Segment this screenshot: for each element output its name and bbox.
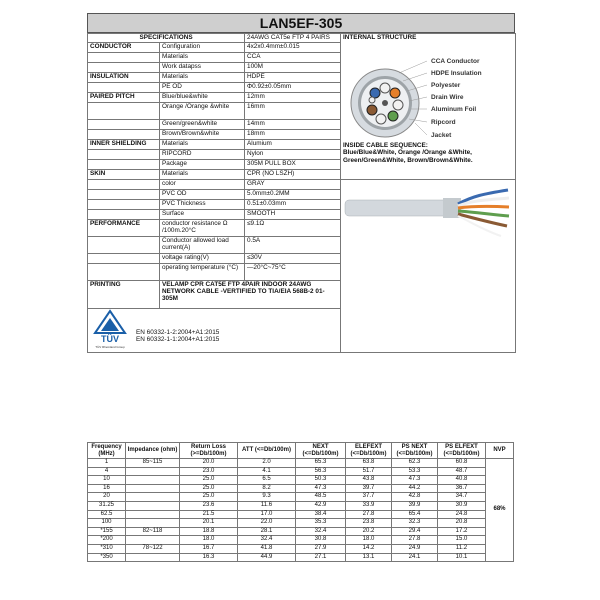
table-cell: 38.4 — [296, 510, 346, 519]
standard-line: EN 60332-1-1:2004+A1:2015 — [136, 336, 220, 343]
table-cell: 30.8 — [296, 536, 346, 545]
table-cell: 32.4 — [238, 536, 296, 545]
table-cell: 16.7 — [180, 544, 238, 553]
table-cell: 33.9 — [346, 501, 392, 510]
table-cell: 48.7 — [438, 467, 486, 476]
internal-structure-cell — [341, 34, 516, 180]
table-cell: 11.6 — [238, 501, 296, 510]
table-cell: 34.7 — [438, 493, 486, 502]
table-row — [88, 476, 514, 485]
table-cell: *200 — [88, 536, 126, 545]
tuv-logo-sub: TÜV Rheinland Group — [95, 345, 125, 349]
col-header: Impedance (ohm) — [126, 443, 180, 459]
col-header: PS ELFEXT (<=Db/100m) — [438, 443, 486, 459]
row-label: Orange /Orange &white — [160, 103, 245, 120]
standard-line: EN 60332-1-2:2004+A1:2015 — [136, 328, 220, 336]
table-row — [88, 467, 514, 476]
table-cell: 30.9 — [438, 501, 486, 510]
row-value: ≤9.1Ω — [245, 220, 341, 237]
table-cell: 53.3 — [392, 467, 438, 476]
row-value: SMOOTH — [245, 210, 341, 220]
table-row — [88, 544, 514, 553]
table-cell: 100 — [88, 519, 126, 528]
table-cell: 51.7 — [346, 467, 392, 476]
table-cell: 18.0 — [346, 536, 392, 545]
table-cell: 43.8 — [346, 476, 392, 485]
table-cell: 23.8 — [346, 519, 392, 528]
row-label: Surface — [160, 210, 245, 220]
table-cell: 23.6 — [180, 501, 238, 510]
table-cell — [126, 553, 180, 562]
tuv-logo-text: TÜV — [101, 334, 119, 344]
row-label: PE OD — [160, 83, 245, 93]
table-cell: 35.3 — [296, 519, 346, 528]
table-cell: 78~122 — [126, 544, 180, 553]
table-cell: 40.8 — [438, 476, 486, 485]
row-label: Configuration — [160, 43, 245, 53]
sequence-cell — [341, 142, 516, 353]
row-value: —20°C~75°C — [245, 264, 341, 281]
section-performance: PERFORMANCE — [88, 220, 160, 237]
table-cell: 23.0 — [180, 467, 238, 476]
table-cell: 60.8 — [438, 459, 486, 468]
tuv-triangle-icon — [90, 309, 130, 349]
row-value: 16mm — [245, 103, 341, 120]
table-cell: 6.5 — [238, 476, 296, 485]
tuv-logo — [90, 309, 130, 349]
table-cell: 47.3 — [296, 484, 346, 493]
table-cell: 28.1 — [238, 527, 296, 536]
table-cell: 25.0 — [180, 484, 238, 493]
inside-sequence-text: Blue/Blue&White, Orange /Orange &White, Green/Green&White, Brown/Brown&White. — [343, 149, 473, 164]
col-header: ELEFEXT (<=Db/100m) — [346, 443, 392, 459]
section-printing: PRINTING — [88, 281, 160, 309]
row-value: Φ0.92±0.05mm — [245, 83, 341, 93]
row-label: Package — [160, 160, 245, 170]
table-cell: 65.3 — [296, 459, 346, 468]
table-cell: 56.3 — [296, 467, 346, 476]
table-cell: 15.0 — [438, 536, 486, 545]
table-cell: 41.8 — [238, 544, 296, 553]
table-row — [88, 493, 514, 502]
row-value: HDPE — [245, 73, 341, 83]
col-header: NVP — [486, 443, 514, 459]
row-label: Materials — [160, 73, 245, 83]
table-cell: 27.8 — [392, 536, 438, 545]
table-row — [88, 536, 514, 545]
legend-cca-conductor: CCA Conductor — [431, 58, 480, 65]
table-cell — [126, 510, 180, 519]
specifications-header: SPECIFICATIONS — [88, 34, 245, 43]
table-cell: 39.9 — [392, 501, 438, 510]
table-cell: 27.1 — [296, 553, 346, 562]
table-cell: 24.8 — [438, 510, 486, 519]
section-paired-pitch: PAIRED PITCH — [88, 93, 160, 103]
table-cell: 39.7 — [346, 484, 392, 493]
table-cell: 18.0 — [180, 536, 238, 545]
nvp-value: 68% — [486, 459, 514, 562]
table-cell: 50.3 — [296, 476, 346, 485]
table-cell: 62.5 — [88, 510, 126, 519]
table-cell: 18.8 — [180, 527, 238, 536]
col-header: PS NEXT (<=Db/100m) — [392, 443, 438, 459]
table-cell: 85~115 — [126, 459, 180, 468]
legend-hdpe-insulation: HDPE Insulation — [431, 70, 482, 77]
row-label: voltage rating(V) — [160, 254, 245, 264]
table-cell: 82~118 — [126, 527, 180, 536]
table-row — [88, 484, 514, 493]
cable-cross-section — [343, 41, 513, 169]
row-value: 4x2x0.4mm±0.015 — [245, 43, 341, 53]
row-value: 18mm — [245, 130, 341, 140]
table-row — [88, 519, 514, 528]
table-cell: 27.8 — [346, 510, 392, 519]
table-cell: 44.9 — [238, 553, 296, 562]
table-cell: 65.4 — [392, 510, 438, 519]
row-label: conductor resistance Ω /100m.20°C — [160, 220, 245, 237]
row-value: 100M — [245, 63, 341, 73]
table-cell: 42.8 — [392, 493, 438, 502]
legend-ripcord: Ripcord — [431, 119, 456, 126]
legend-aluminum-foil: Aluminum Foil — [431, 106, 477, 113]
table-cell: 42.9 — [296, 501, 346, 510]
table-cell: 36.7 — [438, 484, 486, 493]
table-cell: 9.3 — [238, 493, 296, 502]
cross-section-diagram — [343, 43, 513, 168]
cable-illustration — [343, 176, 513, 242]
table-cell: 16.3 — [180, 553, 238, 562]
table-row — [88, 501, 514, 510]
table-cell: 25.0 — [180, 493, 238, 502]
performance-table — [87, 442, 514, 562]
table-cell: 48.5 — [296, 493, 346, 502]
row-label: Brown/Brown&white — [160, 130, 245, 140]
table-cell — [126, 519, 180, 528]
table-cell: 25.0 — [180, 476, 238, 485]
table-cell: 20.1 — [180, 519, 238, 528]
spec-value-header: 24AWG CAT5e FTP 4 PAIRS — [245, 34, 341, 43]
table-cell: 10.1 — [438, 553, 486, 562]
row-label: Materials — [160, 170, 245, 180]
section-inner-shielding: INNER SHIELDING — [88, 140, 160, 150]
table-cell: 17.0 — [238, 510, 296, 519]
table-cell: 21.5 — [180, 510, 238, 519]
row-label: Blue/blue&white — [160, 93, 245, 103]
row-label: RIPCORD — [160, 150, 245, 160]
table-cell: 37.7 — [346, 493, 392, 502]
table-cell: 27.9 — [296, 544, 346, 553]
table-cell: 4 — [88, 467, 126, 476]
row-label: Work datapss — [160, 63, 245, 73]
row-value: 0.5A — [245, 237, 341, 254]
table-cell: *350 — [88, 553, 126, 562]
section-skin: SKIN — [88, 170, 160, 180]
table-cell: 13.1 — [346, 553, 392, 562]
performance-rows — [88, 459, 514, 562]
table-cell: 24.1 — [392, 553, 438, 562]
row-label: Green/green&white — [160, 120, 245, 130]
row-value: Alumium — [245, 140, 341, 150]
printing-text: VELAMP CPR CAT5E FTP 4PAIR INDOOR 24AWG NETWORK CABLE -VERTIFIED TO TIA/EIA 568B-2 01-305M — [160, 281, 341, 309]
product-title: LAN5EF-305 — [87, 13, 515, 33]
row-label: Materials — [160, 53, 245, 63]
row-value: CCA — [245, 53, 341, 63]
section-conductor: CONDUCTOR — [88, 43, 160, 53]
legend-polyester: Polyester — [431, 82, 461, 89]
spec-table — [87, 33, 516, 353]
section-insulation: INSULATION — [88, 73, 160, 83]
row-value: GRAY — [245, 180, 341, 190]
certification-cell — [88, 309, 341, 353]
table-cell: 22.0 — [238, 519, 296, 528]
row-label: Conductor allowed load current(A) — [160, 237, 245, 254]
col-header: ATT (<=Db/100m) — [238, 443, 296, 459]
row-label: operating temperature (°C) — [160, 264, 245, 281]
table-cell: 24.9 — [392, 544, 438, 553]
col-header: Return Loss (>=Db/100m) — [180, 443, 238, 459]
table-cell: 10 — [88, 476, 126, 485]
table-cell: 62.3 — [392, 459, 438, 468]
standards-list — [136, 329, 219, 344]
table-cell — [126, 484, 180, 493]
table-cell: 11.2 — [438, 544, 486, 553]
table-cell: 4.1 — [238, 467, 296, 476]
row-value: ≤30V — [245, 254, 341, 264]
table-cell — [126, 467, 180, 476]
table-cell: 20 — [88, 493, 126, 502]
table-cell: 31.25 — [88, 501, 126, 510]
table-cell: 32.4 — [296, 527, 346, 536]
table-cell: 44.2 — [392, 484, 438, 493]
table-cell — [126, 476, 180, 485]
table-cell: 8.2 — [238, 484, 296, 493]
inside-sequence-heading: INSIDE CABLE SEQUENCE: — [343, 142, 428, 149]
table-cell: 20.2 — [346, 527, 392, 536]
cable-photo — [343, 164, 513, 234]
row-value: CPR (NO LSZH) — [245, 170, 341, 180]
table-cell: 32.3 — [392, 519, 438, 528]
row-label: Materials — [160, 140, 245, 150]
table-cell: 63.8 — [346, 459, 392, 468]
col-header: Frequency (MHz) — [88, 443, 126, 459]
table-cell: *155 — [88, 527, 126, 536]
table-cell: 17.2 — [438, 527, 486, 536]
table-cell: 20.8 — [438, 519, 486, 528]
col-header: NEXT (<=Db/100m) — [296, 443, 346, 459]
table-row — [88, 553, 514, 562]
table-cell: 14.2 — [346, 544, 392, 553]
legend-jacket: Jacket — [431, 132, 452, 139]
table-row — [88, 459, 514, 468]
table-cell — [126, 536, 180, 545]
table-cell — [126, 493, 180, 502]
internal-structure-header: INTERNAL STRUCTURE — [343, 34, 417, 41]
table-cell — [126, 501, 180, 510]
table-row — [88, 510, 514, 519]
table-cell: 16 — [88, 484, 126, 493]
table-cell: *310 — [88, 544, 126, 553]
row-value: 14mm — [245, 120, 341, 130]
table-cell: 29.4 — [392, 527, 438, 536]
row-value: 5.0mm±0.2MM — [245, 190, 341, 200]
row-label: PVC OD — [160, 190, 245, 200]
table-cell: 20.0 — [180, 459, 238, 468]
row-value: 0.51±0.03mm — [245, 200, 341, 210]
table-row — [88, 527, 514, 536]
table-cell: 2.0 — [238, 459, 296, 468]
row-label: color — [160, 180, 245, 190]
table-cell: 47.3 — [392, 476, 438, 485]
legend-drain-wire: Drain Wire — [431, 94, 464, 101]
row-value: Nylon — [245, 150, 341, 160]
row-value: 12mm — [245, 93, 341, 103]
spec-sheet — [87, 13, 515, 353]
row-value: 305M PULL BOX — [245, 160, 341, 170]
table-cell: 1 — [88, 459, 126, 468]
row-label: PVC Thickness — [160, 200, 245, 210]
